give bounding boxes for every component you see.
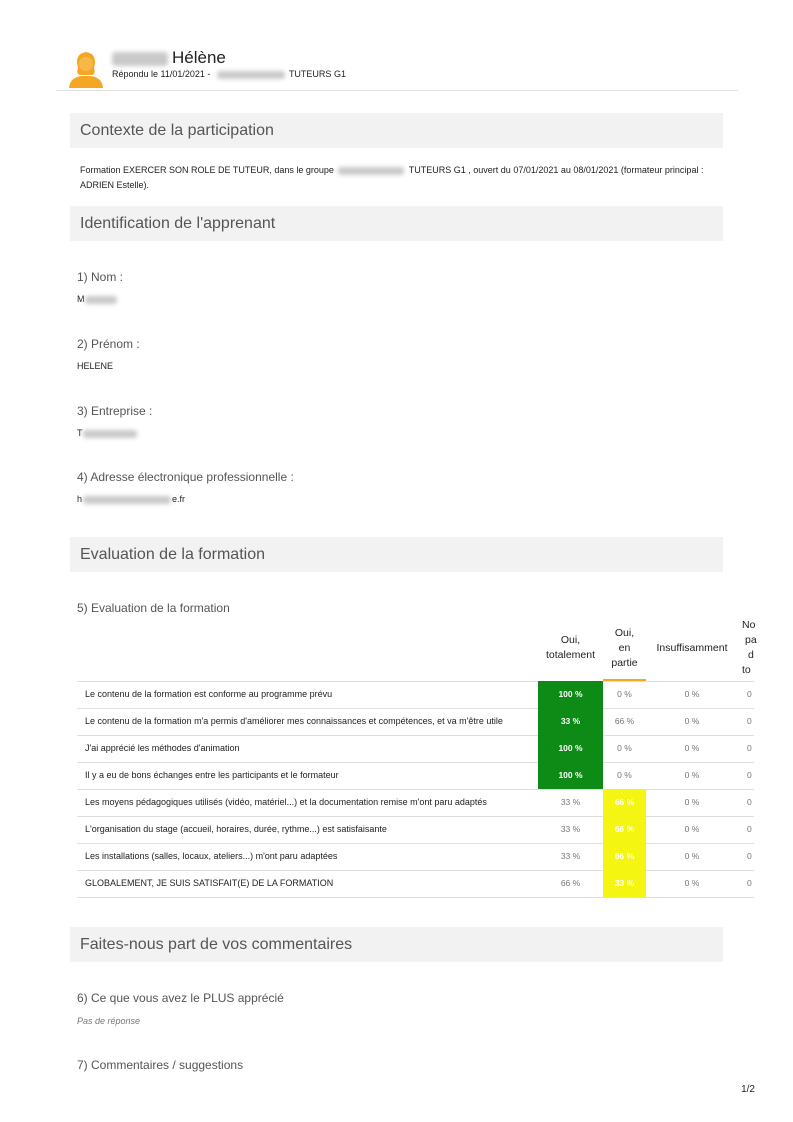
- response-meta: Répondu le 11/01/2021 - TUTEURS G1: [112, 69, 346, 79]
- table-cell: 0 %: [684, 743, 700, 753]
- table-row-label: J'ai apprécié les méthodes d'animation: [85, 743, 240, 753]
- table-cell: 66 %: [603, 816, 646, 843]
- table-cell: 0: [747, 770, 752, 780]
- table-cell: 0 %: [684, 878, 700, 888]
- column-header-oui-en-partie: [603, 626, 646, 671]
- table-cell: 66 %: [560, 878, 581, 888]
- column-header-insuffisamment: [648, 641, 736, 656]
- question-4: 4) Adresse électronique professionnelle :: [77, 470, 294, 484]
- header-line: d: [748, 649, 754, 661]
- table-cell: 33 %: [560, 824, 581, 834]
- table-row-label: Les moyens pédagogiques utilisés (vidéo, matériel...) et la documentation remise m'ont paru adaptés: [85, 797, 487, 807]
- table-cell: 100 %: [538, 762, 603, 789]
- column-header-non-pas-du-tout: [736, 618, 768, 678]
- header-line: Oui,: [614, 627, 635, 639]
- header-line: en: [618, 642, 631, 654]
- redacted-answer: [85, 296, 117, 304]
- column-header-oui-totalement: [538, 633, 603, 663]
- table-row-label: Le contenu de la formation est conforme au programme prévu: [85, 689, 333, 699]
- header-line: Oui,: [560, 634, 581, 646]
- section-evaluation-heading: Evaluation de la formation: [70, 537, 723, 572]
- question-5: 5) Evaluation de la formation: [77, 601, 230, 615]
- answer-6: Pas de réponse: [77, 1016, 141, 1026]
- header-line: Insuffisamment: [656, 642, 728, 654]
- table-cell: 0 %: [684, 770, 700, 780]
- table-cell: 0 %: [684, 689, 700, 699]
- table-row-label: GLOBALEMENT, JE SUIS SATISFAIT(E) DE LA FORMATION: [85, 878, 334, 888]
- table-cell: 33 %: [538, 708, 603, 735]
- header-line: to: [742, 664, 751, 676]
- question-1: 1) Nom :: [77, 270, 124, 284]
- redacted-group-name: [338, 167, 404, 175]
- header-line: totalement: [545, 649, 596, 661]
- table-cell: 33 %: [560, 851, 581, 861]
- table-cell: 0 %: [617, 770, 632, 780]
- table-cell: 0: [747, 878, 752, 888]
- table-cell: 0: [747, 743, 752, 753]
- table-cell: 0 %: [617, 689, 632, 699]
- answer-1: M: [77, 294, 117, 304]
- redacted-answer: [83, 430, 137, 438]
- question-3: 3) Entreprise :: [77, 404, 153, 418]
- respondent-name: Hélène: [112, 48, 226, 68]
- table-row-label: Le contenu de la formation m'a permis d'améliorer mes connaissances et compétences, et va m'être utile: [85, 716, 503, 726]
- table-row-label: L'organisation du stage (accueil, horaires, durée, rythme...) est satisfaisante: [85, 824, 387, 834]
- section-context-heading: Contexte de la participation: [70, 113, 723, 148]
- page-number: 1/2: [741, 1084, 755, 1095]
- answer-3: T: [77, 428, 137, 438]
- table-cell: 0 %: [684, 797, 700, 807]
- redacted-group: [217, 71, 285, 79]
- answer-2: HELENE: [77, 361, 114, 371]
- table-cell: 0: [747, 716, 752, 726]
- header-line: No: [742, 619, 756, 631]
- table-cell: 0: [747, 824, 752, 834]
- table-cell: 33 %: [603, 870, 646, 897]
- section-comments-heading: Faites-nous part de vos commentaires: [70, 927, 723, 962]
- table-cell: 0 %: [684, 716, 700, 726]
- table-cell: 100 %: [538, 681, 603, 708]
- table-cell: 0 %: [617, 743, 632, 753]
- table-rule: [77, 897, 754, 898]
- user-avatar-icon: [66, 48, 106, 88]
- table-cell: 66 %: [614, 716, 635, 726]
- header-divider: [56, 90, 738, 91]
- question-6: 6) Ce que vous avez le PLUS apprécié: [77, 991, 284, 1005]
- redacted-answer: [83, 496, 171, 504]
- table-cell: 33 %: [560, 797, 581, 807]
- redacted-surname: [112, 52, 168, 66]
- question-2: 2) Prénom :: [77, 337, 140, 351]
- table-cell: 100 %: [538, 735, 603, 762]
- answer-4: h e.fr: [77, 494, 186, 504]
- table-row-label: Il y a eu de bons échanges entre les participants et le formateur: [85, 770, 339, 780]
- table-cell: 0: [747, 689, 752, 699]
- header-line: pa: [745, 634, 757, 646]
- table-cell: 0: [747, 851, 752, 861]
- question-7: 7) Commentaires / suggestions: [77, 1058, 244, 1072]
- section-identification-heading: Identification de l'apprenant: [70, 206, 723, 241]
- table-cell: 66 %: [603, 789, 646, 816]
- table-cell: 0 %: [684, 824, 700, 834]
- table-cell: 66 %: [603, 843, 646, 870]
- table-cell: 0 %: [684, 851, 700, 861]
- table-row-label: Les installations (salles, locaux, ateliers...) m'ont paru adaptées: [85, 851, 338, 861]
- table-cell: 0: [747, 797, 752, 807]
- header-line: partie: [611, 657, 638, 669]
- context-text: Formation EXERCER SON ROLE DE TUTEUR, dans le groupe TUTEURS G1 , ouvert du 07/01/2021 au 08/01/2021 (formateur principal : ADRIEN Estelle).: [80, 165, 704, 190]
